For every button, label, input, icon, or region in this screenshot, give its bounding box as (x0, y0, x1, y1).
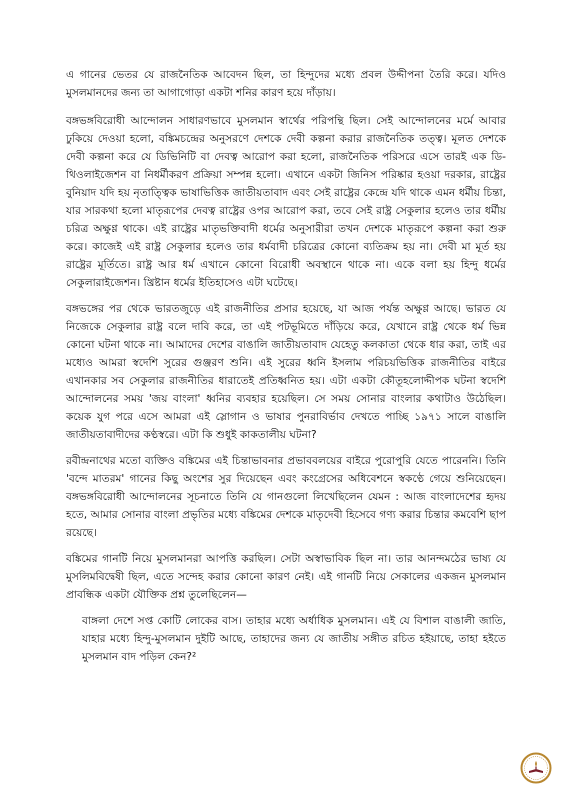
paragraph-1: এ গানের ভেতর যে রাজনৈতিক আবেদন ছিল, তা হিন্দুদের মধ্যে প্রবল উদ্দীপনা তৈরি করে। যদিও মুসলমানদের জন্য তা আগাগোড়া একটা শনির কারণ হয়ে দাঁড়ায়। (66, 69, 506, 99)
paragraph-4: রবীন্দ্রনাথের মতো ব্যক্তিও বঙ্কিমের এই চিন্তাভাবনার প্রভাববলয়ের বাইরে পুরোপুরি যেতে পারেননি। তিনি 'বন্দে মাতরম' গানের কিছু অংশের সুর দিয়েছেন এবং কংগ্রেসের অধিবেশনে স্বকণ্ঠে গেয়ে শুনিয়েছেন। বঙ্গভঙ্গবিরোধী আন্দোলনের সূচনাতে তিনি যে গানগুলো লিখেছিলেন যেমন : আজ বাংলাদেশের হৃদয় হতে, আমার সোনার বাংলা প্রভৃতির মধ্যে বঙ্কিমের দেশকে মাতৃদেবী হিসেবে গণ্য করার চিন্তার কমবেশি ছাপ রয়েছে। (66, 455, 506, 539)
paragraph-3: বঙ্গভঙ্গের পর থেকে ভারতজুড়ে এই রাজনীতির প্রসার হয়েছে, যা আজ পর্যন্ত অক্ষুণ্ণ আছে। ভারত যে নিজেকে সেকুলার রাষ্ট্র বলে দাবি করে, তা এই পটভূমিতে দাঁড়িয়ে করে, যেখানে রাষ্ট্র থেকে ধর্ম ভিন্ন কোনো ঘটনা থাকে না। আমাদের দেশের বাঙালি জাতীয়তাবাদ যেহেতু কলকাতা থেকে ধার করা, তাই এর মধ্যেও আমরা স্বদেশি সুরের গুঞ্জরণ শুনি। এই সুরের ধ্বনি ইসলাম পরিচয়ভিত্তিক রাজনীতির বাইরে এখানকার সব সেকুলার রাজনীতির ধারাতেই প্রতিধ্বনিত হয়। এটা একটা কৌতূহলোদ্দীপক ঘটনা স্বদেশি আন্দোলনের সময় 'জয় বাংলা' ধ্বনির ব্যবহার হয়েছিল। সে সময় সোনার বাংলার কথাটাও উঠেছিল। কয়েক যুগ পরে এসে আমরা এই স্লোগান ও ভাষার পুনরাবির্ভাব দেখতে পাচ্ছি ১৯৭১ সালে বাঙালি জাতীয়তাবাদীদের কণ্ঠস্বরে। এটা কি শুধুই কাকতালীয় ঘটনা? (66, 303, 506, 441)
page-content (66, 66, 506, 666)
book-lamp-logo-icon (520, 752, 552, 784)
paragraph-5: বঙ্কিমের গানটি নিয়ে মুসলমানরা আপত্তি করছিল। সেটা অস্বাভাবিক ছিল না। তার আনন্দমঠের ভাষ্য যে মুসলিমবিদ্বেষী ছিল, এতে সন্দেহ করার কোনো কারণ নেই। এই গানটি নিয়ে সেকালের একজন মুসলমান প্রাবন্ধিক একটা যৌক্তিক প্রশ্ন তুলেছিলেন— (66, 553, 506, 601)
paragraph-2: বঙ্গভঙ্গবিরোধী আন্দোলন সাধারণভাবে মুসলমান স্বার্থের পরিপন্থি ছিল। সেই আন্দোলনের মর্মে আবার ঢুকিয়ে দেওয়া হলো, বঙ্কিমচন্দ্রের অনুসরণে দেশকে দেবী কল্পনা করার রাজনৈতিক তত্ত্ব। মূলত দেশকে দেবী কল্পনা করে যে ডিভিনিটি বা দেবত্ব আরোপ করা হলো, রাজনৈতিক পরিসরে এসে তারই এক ডি-থিওলাইজেশন বা নিধর্মীকরণ প্রক্রিয়া সম্পন্ন হলো। এখানে একটা জিনিস পরিষ্কার হওয়া দরকার, রাষ্ট্রের বুনিয়াদ যদি হয় নৃতাত্ত্বিক ভাষাভিত্তিক জাতীয়তাবাদ এবং সেই রাষ্ট্রের কেন্দ্রে যদি থাকে এমন ধর্মীয় চিন্তা, যার সারকথা হলো মাতৃরূপের দেবত্ব রাষ্ট্রের ওপর আরোপ করা, তবে সেই রাষ্ট্র সেকুলার হলেও তার ধর্মীয় চরিত্র অক্ষুণ্ণ থাকে। এই রাষ্ট্রের মাতৃভক্তিবাদী ধর্মের অনুসারীরা তখন দেশকে মাতৃরূপে কল্পনা করা শুরু করে। কাজেই এই রাষ্ট্র সেকুলার হলেও তার ধর্মবাদী চরিত্রের কোনো ব্যতিক্রম হয় না। দেবী মা মূর্ত হয় রাষ্ট্রের মূর্তিতে। রাষ্ট্র আর ধর্ম এখানে কোনো বিরোধী অবস্থানে থাকে না। একে বলা হয় হিন্দু ধর্মের সেকুলারাইজেশন। খ্রিষ্টান ধর্মের ইতিহাসেও এটা ঘটেছে। (66, 115, 506, 289)
block-quote: বাঙ্গলা দেশে সপ্ত কোটি লোকের বাস। তাহার মধ্যে অর্ধাধিক মুসলমান। এই যে বিশাল বাঙালী জাতি, যাহার মধ্যে হিন্দু-মুসলমান দুইটি আছে, তাহাদের জন্য যে জাতীয় সঙ্গীত রচিত হইয়াছে, তাহা হইতে মুসলমান বাদ পড়িল কেন?² (82, 615, 506, 663)
